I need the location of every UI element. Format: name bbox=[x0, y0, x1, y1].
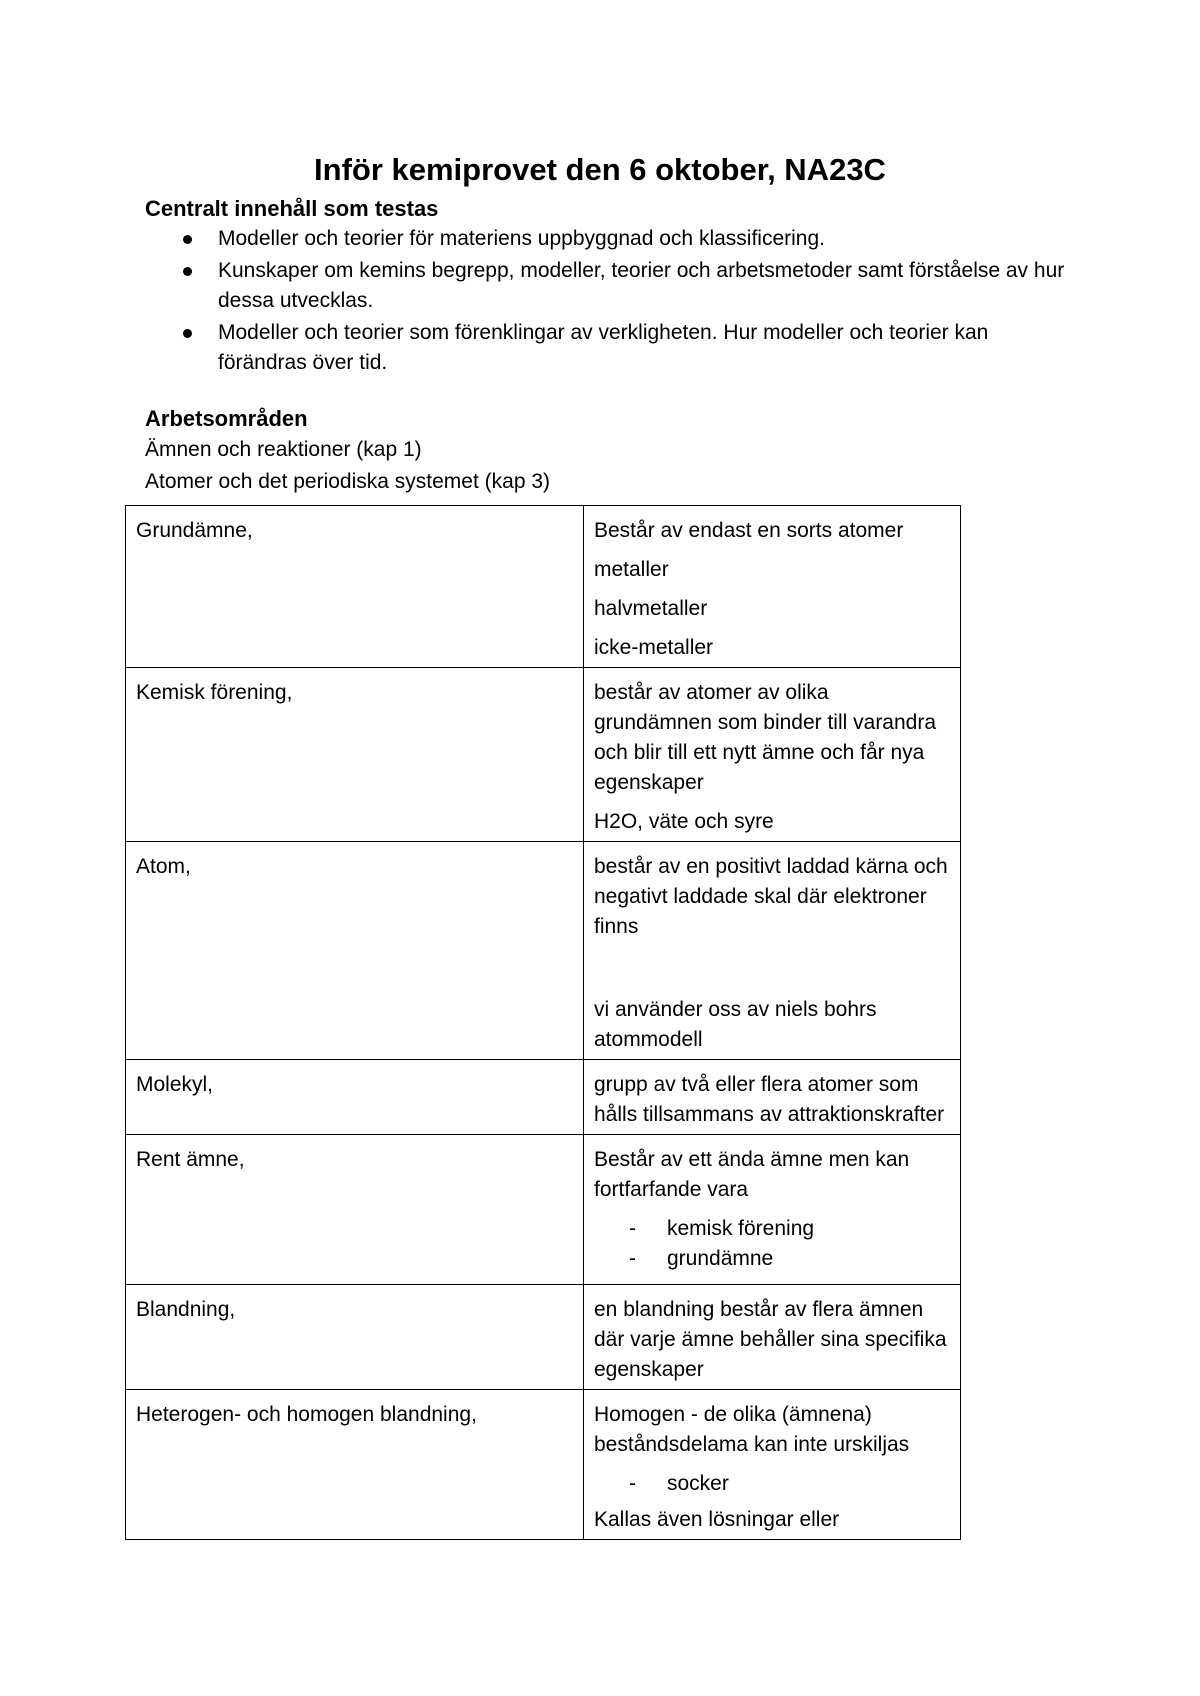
table-row bbox=[126, 1390, 961, 1540]
definition-cell bbox=[584, 1390, 961, 1540]
definition-line: en blandning består av flera ämnen där varje ämne behåller sina specifika egenskaper bbox=[594, 1298, 947, 1381]
definition-line: H2O, väte och syre bbox=[594, 810, 774, 833]
table-row bbox=[126, 506, 961, 668]
definition-line: vi använder oss av niels bohrs atommodell bbox=[594, 998, 877, 1051]
table-row bbox=[126, 842, 961, 1060]
list-item: - grundämne bbox=[667, 1244, 950, 1274]
work-areas-heading: Arbetsområden bbox=[145, 406, 308, 431]
dash-icon: - bbox=[629, 1217, 636, 1240]
list-item: Modeller och teorier som förenklingar av verkligheten. Hur modeller och teorier kan förändras över tid. bbox=[218, 318, 1065, 378]
term-cell: Atom, bbox=[126, 842, 584, 1060]
term-cell: Molekyl, bbox=[126, 1060, 584, 1135]
definition-cell bbox=[584, 1060, 961, 1135]
term-cell: Grundämne, bbox=[126, 506, 584, 668]
definition-line: halvmetaller bbox=[594, 597, 708, 620]
definition-line: icke-metaller bbox=[594, 636, 714, 659]
definition-line: Homogen - de olika (ämnena) beståndsdelama kan inte urskiljas bbox=[594, 1403, 910, 1456]
list-item: Modeller och teorier för materiens uppbyggnad och klassificering. bbox=[218, 224, 1065, 254]
document-title: Inför kemiprovet den 6 oktober, NA23C bbox=[314, 152, 886, 187]
list-item: Kunskaper om kemins begrepp, modeller, teorier och arbetsmetoder samt förståelse av hur dessa utvecklas. bbox=[218, 256, 1065, 316]
definition-line: metaller bbox=[594, 558, 669, 581]
table-row bbox=[126, 1135, 961, 1285]
definition-line: består av en positivt laddad kärna och negativt laddade skal där elektroner finns bbox=[594, 855, 948, 938]
table-row bbox=[126, 668, 961, 842]
term-cell: Rent ämne, bbox=[126, 1135, 584, 1285]
definition-line: Kallas även lösningar eller bbox=[594, 1508, 840, 1531]
definition-line: Består av ett ända ämne men kan fortfarfande vara bbox=[594, 1148, 910, 1201]
table-row bbox=[126, 1285, 961, 1390]
document-content bbox=[145, 194, 1065, 498]
table-row bbox=[126, 1060, 961, 1135]
work-area-line: Atomer och det periodiska systemet (kap 3) bbox=[145, 470, 551, 493]
dash-icon: - bbox=[629, 1472, 636, 1495]
spacer bbox=[594, 951, 950, 995]
definition-cell bbox=[584, 842, 961, 1060]
list-item: - kemisk förening bbox=[667, 1214, 950, 1244]
definition-line: består av atomer av olika grundämnen som binder till varandra och blir till ett nytt ämne och får nya egenskaper bbox=[594, 681, 937, 794]
dash-list bbox=[594, 1469, 950, 1499]
terms-table bbox=[125, 505, 961, 1540]
term-cell: Kemisk förening, bbox=[126, 668, 584, 842]
dash-icon: - bbox=[629, 1247, 636, 1270]
dash-list bbox=[594, 1214, 950, 1274]
definition-line: Består av endast en sorts atomer bbox=[594, 519, 904, 542]
definition-cell bbox=[584, 668, 961, 842]
definition-cell bbox=[584, 1135, 961, 1285]
bullet-icon bbox=[183, 235, 192, 244]
term-cell: Blandning, bbox=[126, 1285, 584, 1390]
central-content-list bbox=[145, 224, 1065, 378]
bullet-icon bbox=[183, 267, 192, 276]
definition-line: grupp av två eller flera atomer som hålls tillsammans av attraktionskrafter bbox=[594, 1073, 945, 1126]
central-content-heading: Centralt innehåll som testas bbox=[145, 196, 439, 221]
term-cell: Heterogen- och homogen blandning, bbox=[126, 1390, 584, 1540]
bullet-icon bbox=[183, 329, 192, 338]
list-item: - socker bbox=[667, 1469, 950, 1499]
work-area-line: Ämnen och reaktioner (kap 1) bbox=[145, 438, 422, 461]
definition-cell bbox=[584, 1285, 961, 1390]
definition-cell bbox=[584, 506, 961, 668]
